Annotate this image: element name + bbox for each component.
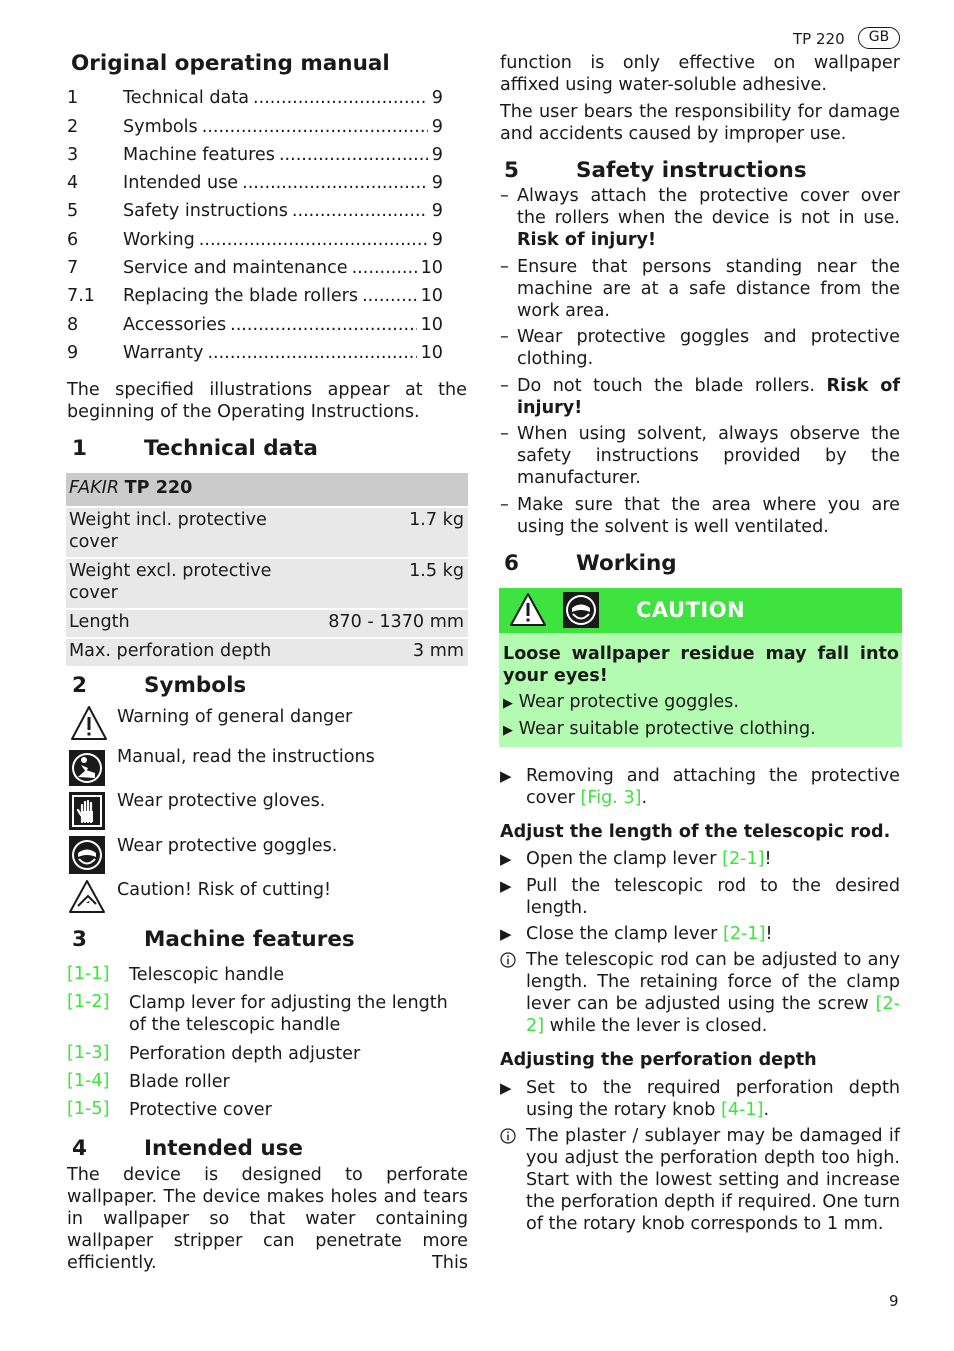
- figure-reference: [1-1]: [67, 964, 110, 984]
- section-title: Technical data: [144, 436, 318, 461]
- safety-text: Do not touch the blade rollers.: [517, 376, 816, 396]
- toc-title: Symbols: [123, 117, 198, 137]
- section-heading-safety-instructions: [504, 158, 884, 186]
- row-label: Weight excl. protective cover: [69, 561, 272, 603]
- instruction-step: ▶ Pull the telescopic rod to the desired length.: [500, 876, 900, 918]
- safety-text: Always attach the protective cover over the rollers when the device is not in use.: [517, 186, 900, 228]
- row-label: Weight incl. protective cover: [69, 510, 267, 552]
- section-title: Safety instructions: [576, 158, 807, 183]
- toc-number: 8: [67, 315, 79, 335]
- caution-banner: [499, 588, 902, 633]
- figure-reference: [2-1]: [722, 849, 765, 869]
- safety-warning: Risk of injury!: [517, 230, 657, 250]
- step-suffix: !: [765, 924, 773, 944]
- row-value: 3 mm: [412, 641, 464, 661]
- info-note: [500, 1125, 900, 1235]
- toc-item: [67, 201, 443, 227]
- safety-text: Make sure that the area where you are using the solvent is well ventilated.: [517, 495, 900, 537]
- figure-reference: [1-4]: [67, 1071, 110, 1091]
- model-name: TP 220: [124, 478, 193, 498]
- page-number: 9: [889, 1292, 899, 1310]
- warning-triangle-icon: [69, 704, 109, 742]
- info-text-suffix: while the lever is closed.: [549, 1016, 768, 1036]
- caution-item: ▶ Wear protective goggles.: [503, 692, 739, 712]
- toc-page: 9: [431, 88, 443, 108]
- figure-reference: [1-3]: [67, 1043, 110, 1063]
- toc-page: 9: [431, 201, 443, 221]
- step-text: Close the clamp lever: [526, 924, 718, 944]
- toc-item: [67, 230, 443, 256]
- figure-reference: [Fig. 3]: [580, 788, 642, 808]
- caution-warning: Loose wallpaper residue may fall into your eyes!: [503, 644, 899, 686]
- subheading-telescopic-rod: Adjust the length of the telescopic rod.: [500, 822, 891, 842]
- caution-item-text: Wear suitable protective clothing.: [518, 719, 816, 739]
- caution-item: ▶ Wear suitable protective clothing.: [503, 719, 816, 739]
- intro-text: The specified illustrations appear at the beginning of the Operating Instructions.: [67, 380, 467, 422]
- language-badge: GB: [858, 27, 900, 49]
- figure-reference: [4-1]: [720, 1100, 764, 1120]
- cutting-hazard-icon: [68, 879, 106, 915]
- feature-label: Clamp lever for adjusting the length of the telescopic handle: [129, 993, 448, 1035]
- section-heading-technical-data: [72, 436, 372, 464]
- toc-number: 2: [67, 117, 79, 137]
- info-text: The plaster / sublayer may be damaged if you adjust the perforation depth too high. Start with the lowest setting and increase the perforation depth if required. One turn of the rotary knob corresponds to 1 mm.: [526, 1126, 900, 1234]
- safety-text: Ensure that persons standing near the machine are at a safe distance from the work area.: [517, 257, 900, 321]
- caution-item-text: Wear protective goggles.: [518, 692, 739, 712]
- symbol-label: Warning of general danger: [117, 707, 353, 727]
- toc-title: Technical data: [123, 88, 250, 108]
- step-text: Removing and attaching the protective cover: [526, 766, 900, 808]
- figure-reference: [2-2]: [526, 994, 901, 1036]
- toc-item: [67, 286, 443, 312]
- toc-title: Warranty: [123, 343, 204, 363]
- toc-title: Machine features: [123, 145, 275, 165]
- symbol-label: Wear protective gloves.: [117, 791, 326, 811]
- page-title: Original operating manual: [71, 51, 390, 76]
- safety-item: – When using solvent, always observe the safety instructions provided by the manufacturer.: [500, 424, 900, 488]
- section-number: 4: [72, 1136, 87, 1161]
- safety-text: When using solvent, always observe the safety instructions provided by the manufacturer.: [517, 424, 900, 488]
- row-label: Max. perforation depth: [69, 641, 272, 661]
- row-value: 1.5 kg: [409, 561, 464, 581]
- goggles-icon: [68, 835, 106, 875]
- info-icon: [500, 1128, 516, 1144]
- info-icon: [500, 952, 516, 968]
- step-text: Set to the required perforation depth using the rotary knob: [526, 1078, 900, 1120]
- instruction-step: ▶ Open the clamp lever [2-1]!: [500, 849, 772, 869]
- toc-number: 7.1: [67, 286, 95, 306]
- gloves-icon: [68, 791, 106, 831]
- section-heading-working: [504, 551, 884, 579]
- safety-item: – Make sure that the area where you are using the solvent is well ventilated.: [500, 495, 900, 537]
- brand-name: FAKIR: [69, 478, 120, 498]
- toc-page: 10: [420, 258, 443, 278]
- section-title: Intended use: [144, 1136, 304, 1161]
- toc-number: 5: [67, 201, 79, 221]
- toc-page: 9: [431, 145, 443, 165]
- section-heading-intended-use: [72, 1136, 412, 1164]
- feature-label: Protective cover: [129, 1100, 272, 1120]
- section-number: 1: [72, 436, 87, 461]
- symbol-label: Manual, read the instructions: [117, 747, 375, 767]
- toc-number: 3: [67, 145, 79, 165]
- toc-page: 10: [420, 343, 443, 363]
- section-title: Working: [576, 551, 677, 576]
- toc-page: 10: [420, 286, 443, 306]
- info-note: [500, 949, 900, 1037]
- feature-label: Perforation depth adjuster: [129, 1044, 361, 1064]
- toc-number: 6: [67, 230, 79, 250]
- technical-data-table: [66, 473, 468, 666]
- feature-label: Blade roller: [129, 1072, 230, 1092]
- instruction-step: ▶ Close the clamp lever [2-1]!: [500, 924, 773, 944]
- step-text: Open the clamp lever: [526, 849, 717, 869]
- safety-item: – Always attach the protective cover over the rollers when the device is not in use. Risk of injury!: [500, 186, 900, 250]
- section-number: 2: [72, 673, 87, 698]
- section-number: 3: [72, 927, 87, 952]
- instruction-step: ▶ Set to the required perforation depth using the rotary knob [4-1].: [500, 1078, 900, 1120]
- section-number: 6: [504, 551, 519, 576]
- table-row: [66, 608, 468, 637]
- figure-reference: [1-2]: [67, 992, 110, 1012]
- toc-item: [67, 145, 443, 171]
- row-label: Length: [69, 612, 130, 632]
- toc-title: Intended use: [123, 173, 239, 193]
- safety-item: – Wear protective goggles and protective clothing.: [500, 327, 900, 369]
- read-manual-icon: [68, 749, 106, 787]
- instruction-step: ▶ Removing and attaching the protective cover [Fig. 3].: [500, 766, 900, 808]
- section-heading-symbols: [72, 673, 372, 701]
- toc-item: [67, 173, 443, 199]
- intended-use-text-continued: function is only effective on wallpaper affixed using water-soluble adhesive.: [500, 53, 900, 95]
- toc-item: [67, 88, 443, 114]
- feature-label: Telescopic handle: [129, 965, 285, 985]
- symbol-label: Caution! Risk of cutting!: [117, 880, 332, 900]
- info-text: The telescopic rod can be adjusted to any length. The retaining force of the clamp lever can be adjusted using the screw: [526, 950, 900, 1014]
- caution-body: [499, 633, 902, 747]
- section-title: Symbols: [144, 673, 247, 698]
- toc-item: [67, 343, 443, 369]
- safety-item: – Ensure that persons standing near the machine are at a safe distance from the work area.: [500, 257, 900, 321]
- safety-warning: Risk of injury!: [517, 376, 901, 418]
- toc-number: 7: [67, 258, 79, 278]
- safety-text: Wear protective goggles and protective clothing.: [517, 327, 900, 369]
- toc-title: Working: [123, 230, 195, 250]
- toc-title: Replacing the blade rollers: [123, 286, 359, 306]
- row-value: 1.7 kg: [409, 510, 464, 530]
- figure-reference: [1-5]: [67, 1099, 110, 1119]
- caution-title: CAUTION: [636, 598, 746, 622]
- table-row: [66, 506, 468, 557]
- goggles-icon: [562, 591, 600, 629]
- figure-reference: [2-1]: [723, 924, 766, 944]
- toc-item: [67, 315, 443, 341]
- step-suffix: .: [763, 1100, 770, 1120]
- toc-title: Safety instructions: [123, 201, 288, 221]
- toc-title: Service and maintenance: [123, 258, 348, 278]
- toc-page: 9: [431, 173, 443, 193]
- toc-number: 1: [67, 88, 79, 108]
- toc-page: 10: [420, 315, 443, 335]
- toc-item: [67, 117, 443, 143]
- warning-triangle-icon: [509, 592, 547, 628]
- safety-item: – Do not touch the blade rollers. Risk of injury!: [500, 376, 901, 418]
- section-title: Machine features: [144, 927, 355, 952]
- section-heading-machine-features: [72, 927, 412, 955]
- step-suffix: !: [764, 849, 772, 869]
- table-header: [66, 473, 468, 506]
- table-row: [66, 637, 468, 666]
- header-model: TP 220: [793, 30, 845, 48]
- subheading-perforation-depth: Adjusting the perforation depth: [500, 1050, 817, 1070]
- section-number: 5: [504, 158, 519, 183]
- toc-item: [67, 258, 443, 284]
- toc-number: 4: [67, 173, 79, 193]
- toc-page: 9: [431, 230, 443, 250]
- toc-title: Accessories: [123, 315, 227, 335]
- table-row: [66, 557, 468, 608]
- step-text: Pull the telescopic rod to the desired length.: [526, 876, 900, 918]
- row-value: 870 - 1370 mm: [328, 612, 464, 632]
- intended-use-text: The device is designed to perforate wallpaper. The device makes holes and tears in wallpaper so that water containing wallpaper stripper can penetrate more efficiently. This: [67, 1165, 468, 1273]
- toc-page: 9: [431, 117, 443, 137]
- responsibility-text: The user bears the responsibility for damage and accidents caused by improper use.: [500, 102, 900, 144]
- symbol-label: Wear protective goggles.: [117, 836, 338, 856]
- toc-number: 9: [67, 343, 79, 363]
